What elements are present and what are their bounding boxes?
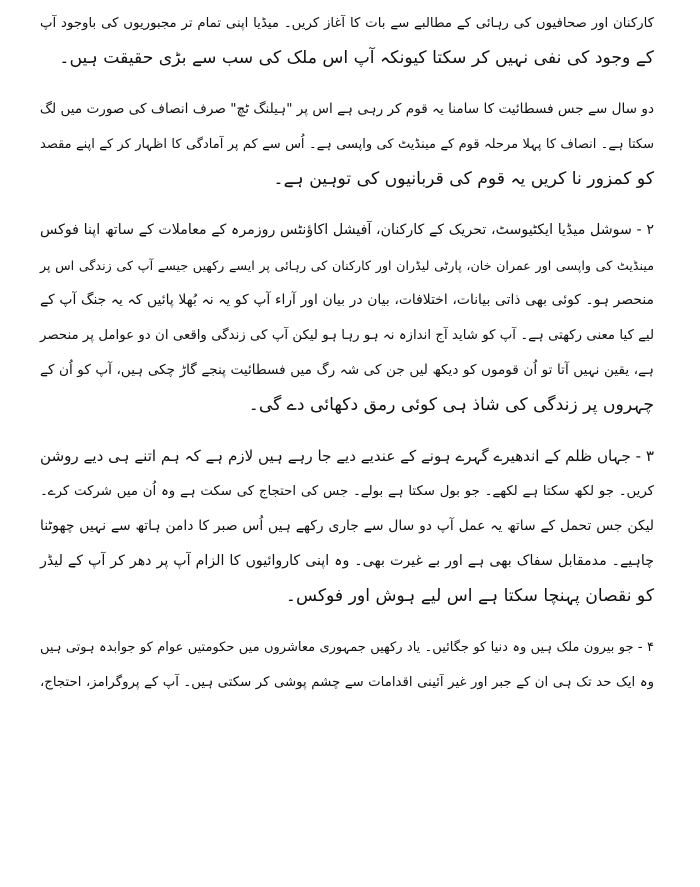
paragraph-justice [40,92,654,197]
paragraph-point-3 [40,439,654,614]
text-line: ۲ - سوشل میڈیا ایکٹیوسٹ، تحریک کے کارکنان، آفیشل اکاؤنٹس روزمرہ کے معاملات کے ساتھ اپنا فوکس [40,222,654,238]
text-line: کو کمزور نا کریں یہ قوم کی قربانیوں کی توہین ہے۔ [273,169,654,189]
text-line: منحصر ہو۔ کوئی بھی ذاتی بیانات، اختلافات، بیان در بیان اور آراء آپ کو یہ نہ بُھلا پائیں کہ یہ جنگ آپ کے [40,292,654,308]
text-line: دو سال سے جس فسطائیت کا سامنا یہ قوم کر رہی ہے اس پر "ہیلنگ ٹچ" صرف انصاف کی صورت میں لگ [39,101,654,117]
paragraph-point-2 [40,213,654,423]
text-line: چاہیے۔ مدمقابل سفاک بھی ہے اور بے غیرت بھی۔ وہ اپنی کاروائیوں کا الزام آپ پر دھر کر آپ کے لیڈر [40,553,654,569]
text-line: ۴ - جو بیرون ملک ہیں وہ دنیا کو جگائیں۔ یاد رکھیں جمہوری معاشروں میں حکومتیں عوام کو جوابدہ ہوتی ہیں [40,640,654,655]
text-line: کریں۔ جو لکھ سکتا ہے لکھے۔ جو بول سکتا ہے بولے۔ جس کی احتجاج کی سکت ہے وہ اُن میں شرکت کرے۔ [40,484,654,499]
text-line: لیکن جس تحمل کے ساتھ یہ عمل آپ دو سال سے جاری رکھے ہیں اُس صبر کا دامن ہاتھ سے نہیں چھوٹنا [40,518,654,534]
paragraph-point-4 [40,630,654,700]
text-line: مینڈیٹ کی واپسی اور عمران خان، پارٹی لیڈران اور کارکنان کی رہائی پر ایسے رکھیں جیسے آپ کی زندگی اس پر [40,258,654,273]
text-line: لیے کیا معنی رکھتی ہے۔ آپ کو شاید آج اندازہ نہ ہو رہا ہو لیکن آپ کی زندگی واقعی ان دو عوامل پر منحصر [40,328,654,343]
text-line: کو نقصان پہنچا سکتا ہے اس لیے ہوش اور فوکس۔ [285,586,654,606]
text-line: ۳ - جہاں ظلم کے اندھیرے گہرے ہونے کے عندیے دیے جا رہے ہیں لازم ہے کہ ہم اتنے ہی دیے روشن [40,447,654,465]
text-line: وہ ایک حد تک ہی ان کے جبر اور غیر آئینی اقدامات سے چشم پوشی کر سکتی ہیں۔ آپ کے پروگرامز، احتجاج، [40,675,654,690]
text-line: چہروں پر زندگی کی شاذ ہی کوئی رمق دکھائی دے گی۔ [248,395,654,415]
text-line: کارکنان اور صحافیوں کی رہائی کے مطالبے سے بات کا آغاز کریں۔ میڈیا اپنی تمام تر مجبوریوں کی باوجود آپ [40,16,654,31]
text-line: سکتا ہے۔ انصاف کا پہلا مرحلہ قوم کے مینڈیٹ کی واپسی ہے۔ اُس سے کم پر آمادگی کا اظہار کر کے اپنے مقصد [40,137,654,152]
text-line: کے وجود کی نفی نہیں کر سکتا کیونکہ آپ اس ملک کی سب سے بڑی حقیقت ہیں۔ [59,48,654,68]
paragraph-opening [40,6,654,76]
text-line: ہے، یقین نہیں آتا تو اُن قوموں کو دیکھ لیں جن کی شہ رگ میں فسطائیت پنجے گاڑ چکی ہیں، آپ کو اُن کے [40,362,654,378]
